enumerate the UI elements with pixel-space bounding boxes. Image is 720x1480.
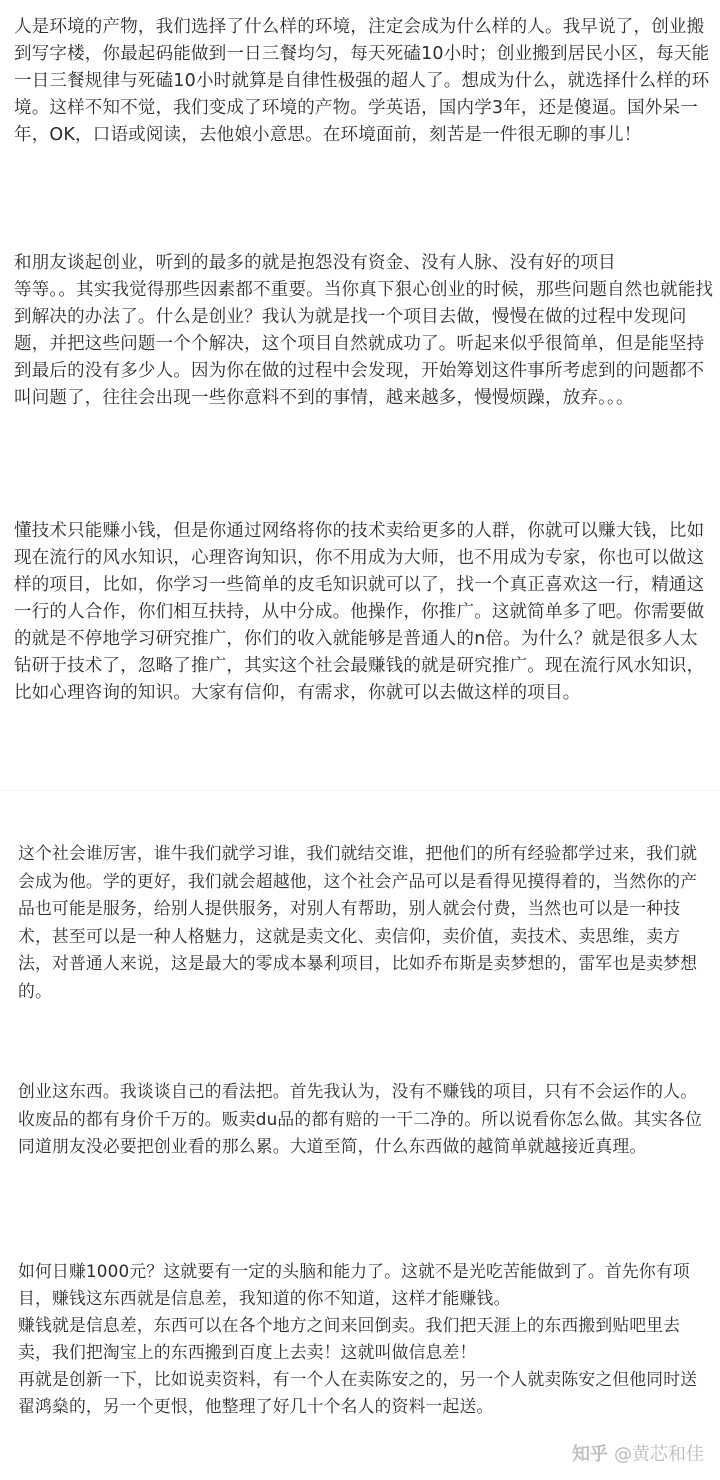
paragraph-2: 和朋友谈起创业，听到的最多的就是抱怨没有资金、没有人脉、没有好的项目 等等。。其实我觉得那些因素都不重要。当你真下狠心创业的时候，那些问题自然也就能找到解决的办法了。什么是创业？我认为就是找一个项目去做，慢慢在做的过程中发现问题，并把这些问题一个个解决，这个项目自然就成功了。听起来似乎很简单，但是能坚持到最后的没有多少人。因为你在做的过程中会发现，开始筹划这件事所考虑到的问题都不叫问题了，往往会出现一些你意料不到的事情，越来越多，慢慢烦躁，放弃。。。 xyxy=(14,253,714,408)
paragraph-4: 这个社会谁厉害，谁牛我们就学习谁，我们就结交谁，把他们的所有经验都学过来，我们就会成为他。学的更好，我们就会超越他，这个社会产品可以是看得见摸得着的，当然你的产品也可能是服务，给别人提供服务，对别人有帮助，别人就会付费，当然也可以是一种技术，甚至可以是一种人格魅力，这就是卖文化、卖信仰，卖价值，卖技术、卖思维，卖方法，对普通人来说，这是最大的零成本暴利项目，比如乔布斯是卖梦想的，雷军也是卖梦想的。 xyxy=(18,843,698,1001)
section-divider xyxy=(0,790,720,791)
paragraph-1: 人是环境的产物，我们选择了什么样的环境，注定会成为什么样的人。我早说了，创业搬到写字楼，你最起码能做到一日三餐均匀，每天死磕10小时；创业搬到居民小区，每天能一日三餐规律与死磕10小时就算是自律性极强的超人了。想成为什么，就选择什么样的环境。这样不知不觉，我们变成了环境的产物。学英语，国内学3年，还是傻逼。国外呆一年，OK，口语或阅读，去他娘小意思。在环境面前，刻苦是一件很无聊的事儿！ xyxy=(14,17,710,145)
watermark-brand: 知乎 xyxy=(572,1444,608,1465)
paragraph-5: 创业这东西。我谈谈自己的看法把。首先我认为，没有不赚钱的项目，只有不会运作的人。收废品的都有身价千万的。贩卖du品的都有赔的一干二净的。所以说看你怎么做。其实各位同道朋友没必要把创业看的那么累。大道至简，什么东西做的越简单就越接近真理。 xyxy=(18,1081,702,1156)
paragraph-3: 懂技术只能赚小钱，但是你通过网络将你的技术卖给更多的人群，你就可以赚大钱，比如现在流行的风水知识，心理咨询知识，你不用成为大师，也不用成为专家，你也可以做这样的项目，比如，你学习一些简单的皮毛知识就可以了，找一个真正喜欢这一行，精通这一行的人合作，你们相互扶持，从中分成。他操作，你推广。这就简单多了吧。你需要做的就是不停地学习研究推广，你们的收入就能够是普通人的n倍。为什么？就是很多人太钻研于技术了，忽略了推广，其实这个社会最赚钱的就是研究推广。现在流行风水知识，比如心理咨询的知识。大家有信仰，有需求，你就可以去做这样的项目。 xyxy=(14,521,705,703)
watermark-author: @黄芯和佳 xyxy=(614,1444,704,1465)
zhihu-watermark xyxy=(572,1440,704,1466)
paragraph-6: 如何日赚1000元？这就要有一定的头脑和能力了。这就不是光吃苦能做到了。首先你有项目，赚钱这东西就是信息差，我知道的你不知道，这样才能赚钱。 赚钱就是信息差，东西可以在各个地方之间来回倒卖。我们把天涯上的东西搬到贴吧里去卖，我们把淘宝上的东西搬到百度上去卖！这就叫做信息差！ 再就是创新一下，比如说卖资料，有一个人在卖陈安之的，另一个人就卖陈安之但他同时送翟鸿燊的，另一个更恨，他整理了好几十个名人的资料一起送。 xyxy=(18,1261,698,1416)
